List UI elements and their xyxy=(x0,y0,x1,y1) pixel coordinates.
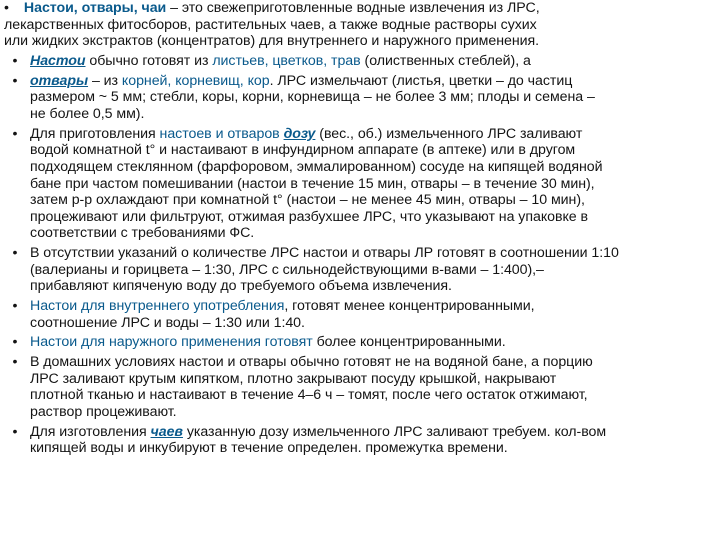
term-teas: чаев xyxy=(150,423,183,440)
bullet-icon: • xyxy=(12,72,18,89)
bullet-icon: • xyxy=(12,52,18,69)
paragraph-preparation: • Для приготовления настоев и отваров дозу (вес., об.) измельченного ЛРС заливают водой комнатной t° и настаивают в инфундирном аппарате (в аптеке) или в другом подходящем стеклянном (фарфоровом, эммалированном) сосуде на кипящей водяной бане при частом помешивании (настои в течение 15 мин, отвары – в течение 30 мин), затем р-р охлаждают при комнатной t° (настои – не менее 45 мин, отвары – 10 мин), процеживают или фильтруют, отжимая разбухшее ЛРС, что указывают на упаковке в соответствии с требованиями ФС. xyxy=(4,126,704,242)
bullet-icon: • xyxy=(4,0,9,16)
paragraph-internal-use: • Настои для внутреннего употребления, готовят менее концентрированными, соотношение ЛРС и воды – 1:30 или 1:40. xyxy=(4,298,704,331)
paragraph-teas: • Для изготовления чаев указанную дозу измельченного ЛРС заливают требуем. кол-вом кипящей воды и инкубируют в течение определен. промежутка времени. xyxy=(4,424,704,457)
paragraph-ratio: • В отсутствии указаний о количестве ЛРС настои и отвары ЛР готовят в соотношении 1:10 (валерианы и горицвета – 1:30, ЛРС с сильнодействующими в-вами – 1:400),– прибавляют кипяченую воду до требуемого объема извлечения. xyxy=(4,245,704,295)
bullet-icon: • xyxy=(12,298,18,315)
bullet-icon: • xyxy=(12,423,18,440)
term-infusions: Настои xyxy=(30,52,86,69)
paragraph-infusions-source: • Настои обычно готовят из листьев, цветков, трав (олиственных стеблей), а xyxy=(4,53,704,70)
bullet-icon: • xyxy=(12,354,18,371)
paragraph-definition: • Настои, отвары, чаи – это свежеприготовленные водные извлечения из ЛРС, лекарственных фитосборов, растительных чаев, а также водные растворы сухих или жидких экстрактов (концентратов) для внутреннего и наружного применения. xyxy=(4,0,540,50)
paragraph-decoctions-source: • отвары – из корней, корневищ, кор. ЛРС измельчают (листья, цветки – до частиц размером ~ 5 мм; стебли, коры, корни, корневища – не более 3 мм; плоды и семена – не более 0,5 мм). xyxy=(4,73,704,123)
bullet-icon: • xyxy=(12,245,18,262)
paragraph-external-use: • Настои для наружного применения готовят более концентрированными. xyxy=(4,334,704,351)
bullet-icon: • xyxy=(12,334,18,351)
term-decoctions: отвары xyxy=(30,72,89,89)
paragraph-home-conditions: • В домашних условиях настои и отвары обычно готовят не на водяной бане, а порцию ЛРС заливают крутым кипятком, плотно закрывают посуду крышкой, накрывают плотной тканью и настаивают в течение 4–6 ч – томят, после чего остаток отжимают, раствор процеживают. xyxy=(4,354,704,420)
text-body xyxy=(4,0,704,460)
term-infusions-decoctions-teas: Настои, отвары, чаи xyxy=(23,0,167,16)
term-dose: дозу xyxy=(283,125,316,142)
bullet-icon: • xyxy=(12,125,18,142)
